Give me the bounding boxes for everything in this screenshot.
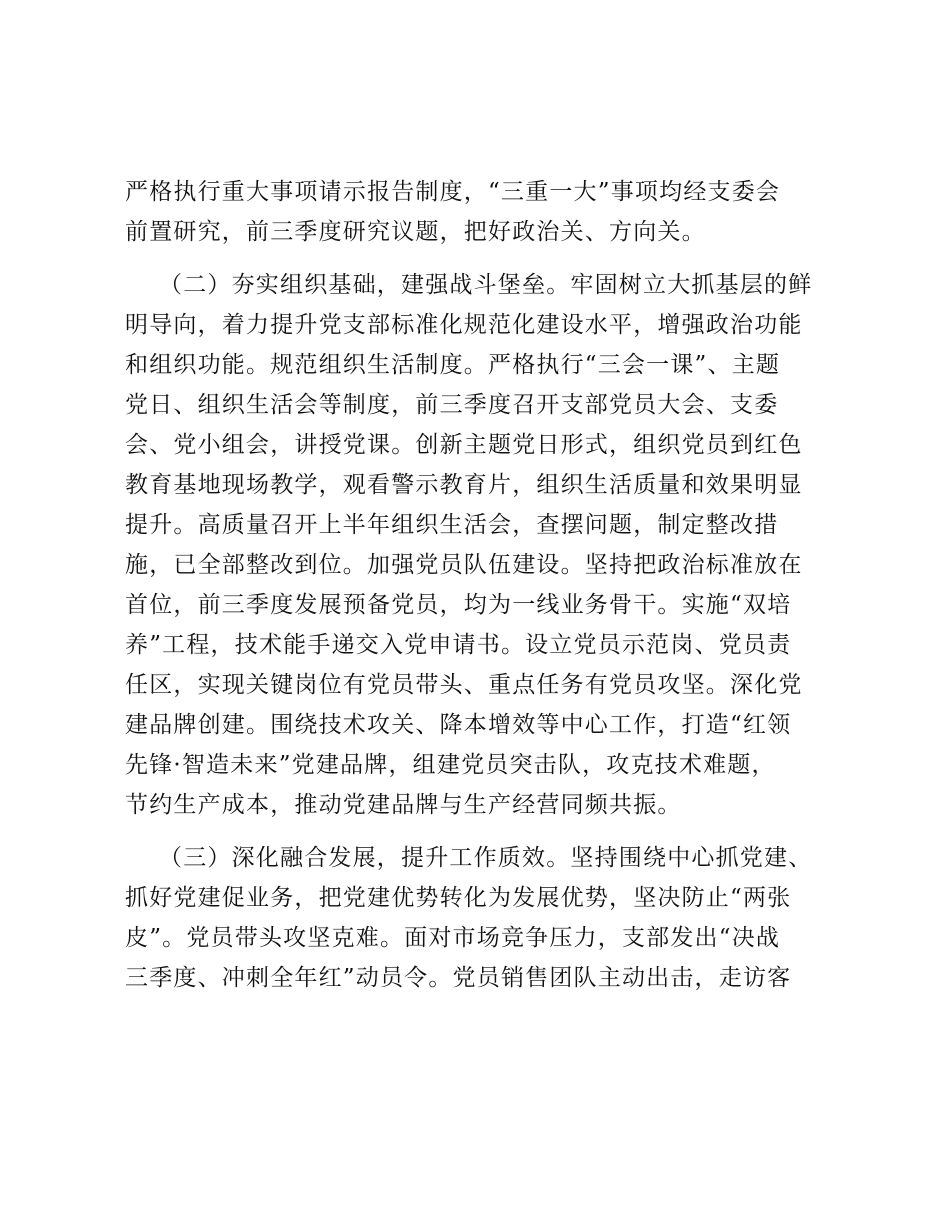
text-line: 明导向，着力提升党支部标准化规范化建设水平，增强政治功能 [125,312,803,338]
text-line: 前置研究，前三季度研究议题，把好政治关、方向关。 [125,219,706,245]
text-line: 施，已全部整改到位。加强党员队伍建设。坚持把政治标准放在 [125,552,803,578]
text-line: 任区，实现关键岗位有党员带头、重点任务有党员攻坚。深化党 [125,672,803,698]
paragraph-3 [125,838,825,998]
text-line: 党日、组织生活会等制度，前三季度召开支部党员大会、支委 [125,392,779,418]
text-line: 抓好党建促业务，把党建优势转化为发展优势，坚决防止“两张 [125,885,792,911]
text-line: 提升。高质量召开上半年组织生活会，查摆问题，制定整改措 [125,512,779,538]
text-line: 三季度、冲刺全年红”动员令。党员销售团队主动出击，走访客 [125,965,792,991]
paragraph-2 [125,265,825,825]
text-line: （三）深化融合发展，提升工作质效。坚持围绕中心抓党建、 [159,845,813,871]
document-body [125,172,825,998]
text-line: 严格执行重大事项请示报告制度，“三重一大”事项均经支委会 [125,179,781,205]
text-line: 会、党小组会，讲授党课。创新主题党日形式，组织党员到红色 [125,432,803,458]
text-line: 养”工程，技术能手递交入党申请书。设立党员示范岗、党员责 [125,632,792,658]
paragraph-1 [125,172,825,252]
text-line: 先锋·智造未来”党建品牌，组建党员突击队，攻克技术难题， [125,752,776,778]
text-line: 首位，前三季度发展预备党员，均为一线业务骨干。实施“双培 [125,592,792,618]
text-line: 节约生产成本，推动党建品牌与生产经营同频共振。 [125,792,682,818]
text-line: 建品牌创建。围绕技术攻关、降本增效等中心工作，打造“红领 [125,712,792,738]
text-line: 皮”。党员带头攻坚克难。面对市场竞争压力，支部发出“决战 [125,925,781,951]
text-line: 和组织功能。规范组织生活制度。严格执行“三会一课”、主题 [125,352,781,378]
text-line: （二）夯实组织基础，建强战斗堡垒。牢固树立大抓基层的鲜 [159,272,813,298]
text-line: 教育基地现场教学，观看警示教育片，组织生活质量和效果明显 [125,472,803,498]
